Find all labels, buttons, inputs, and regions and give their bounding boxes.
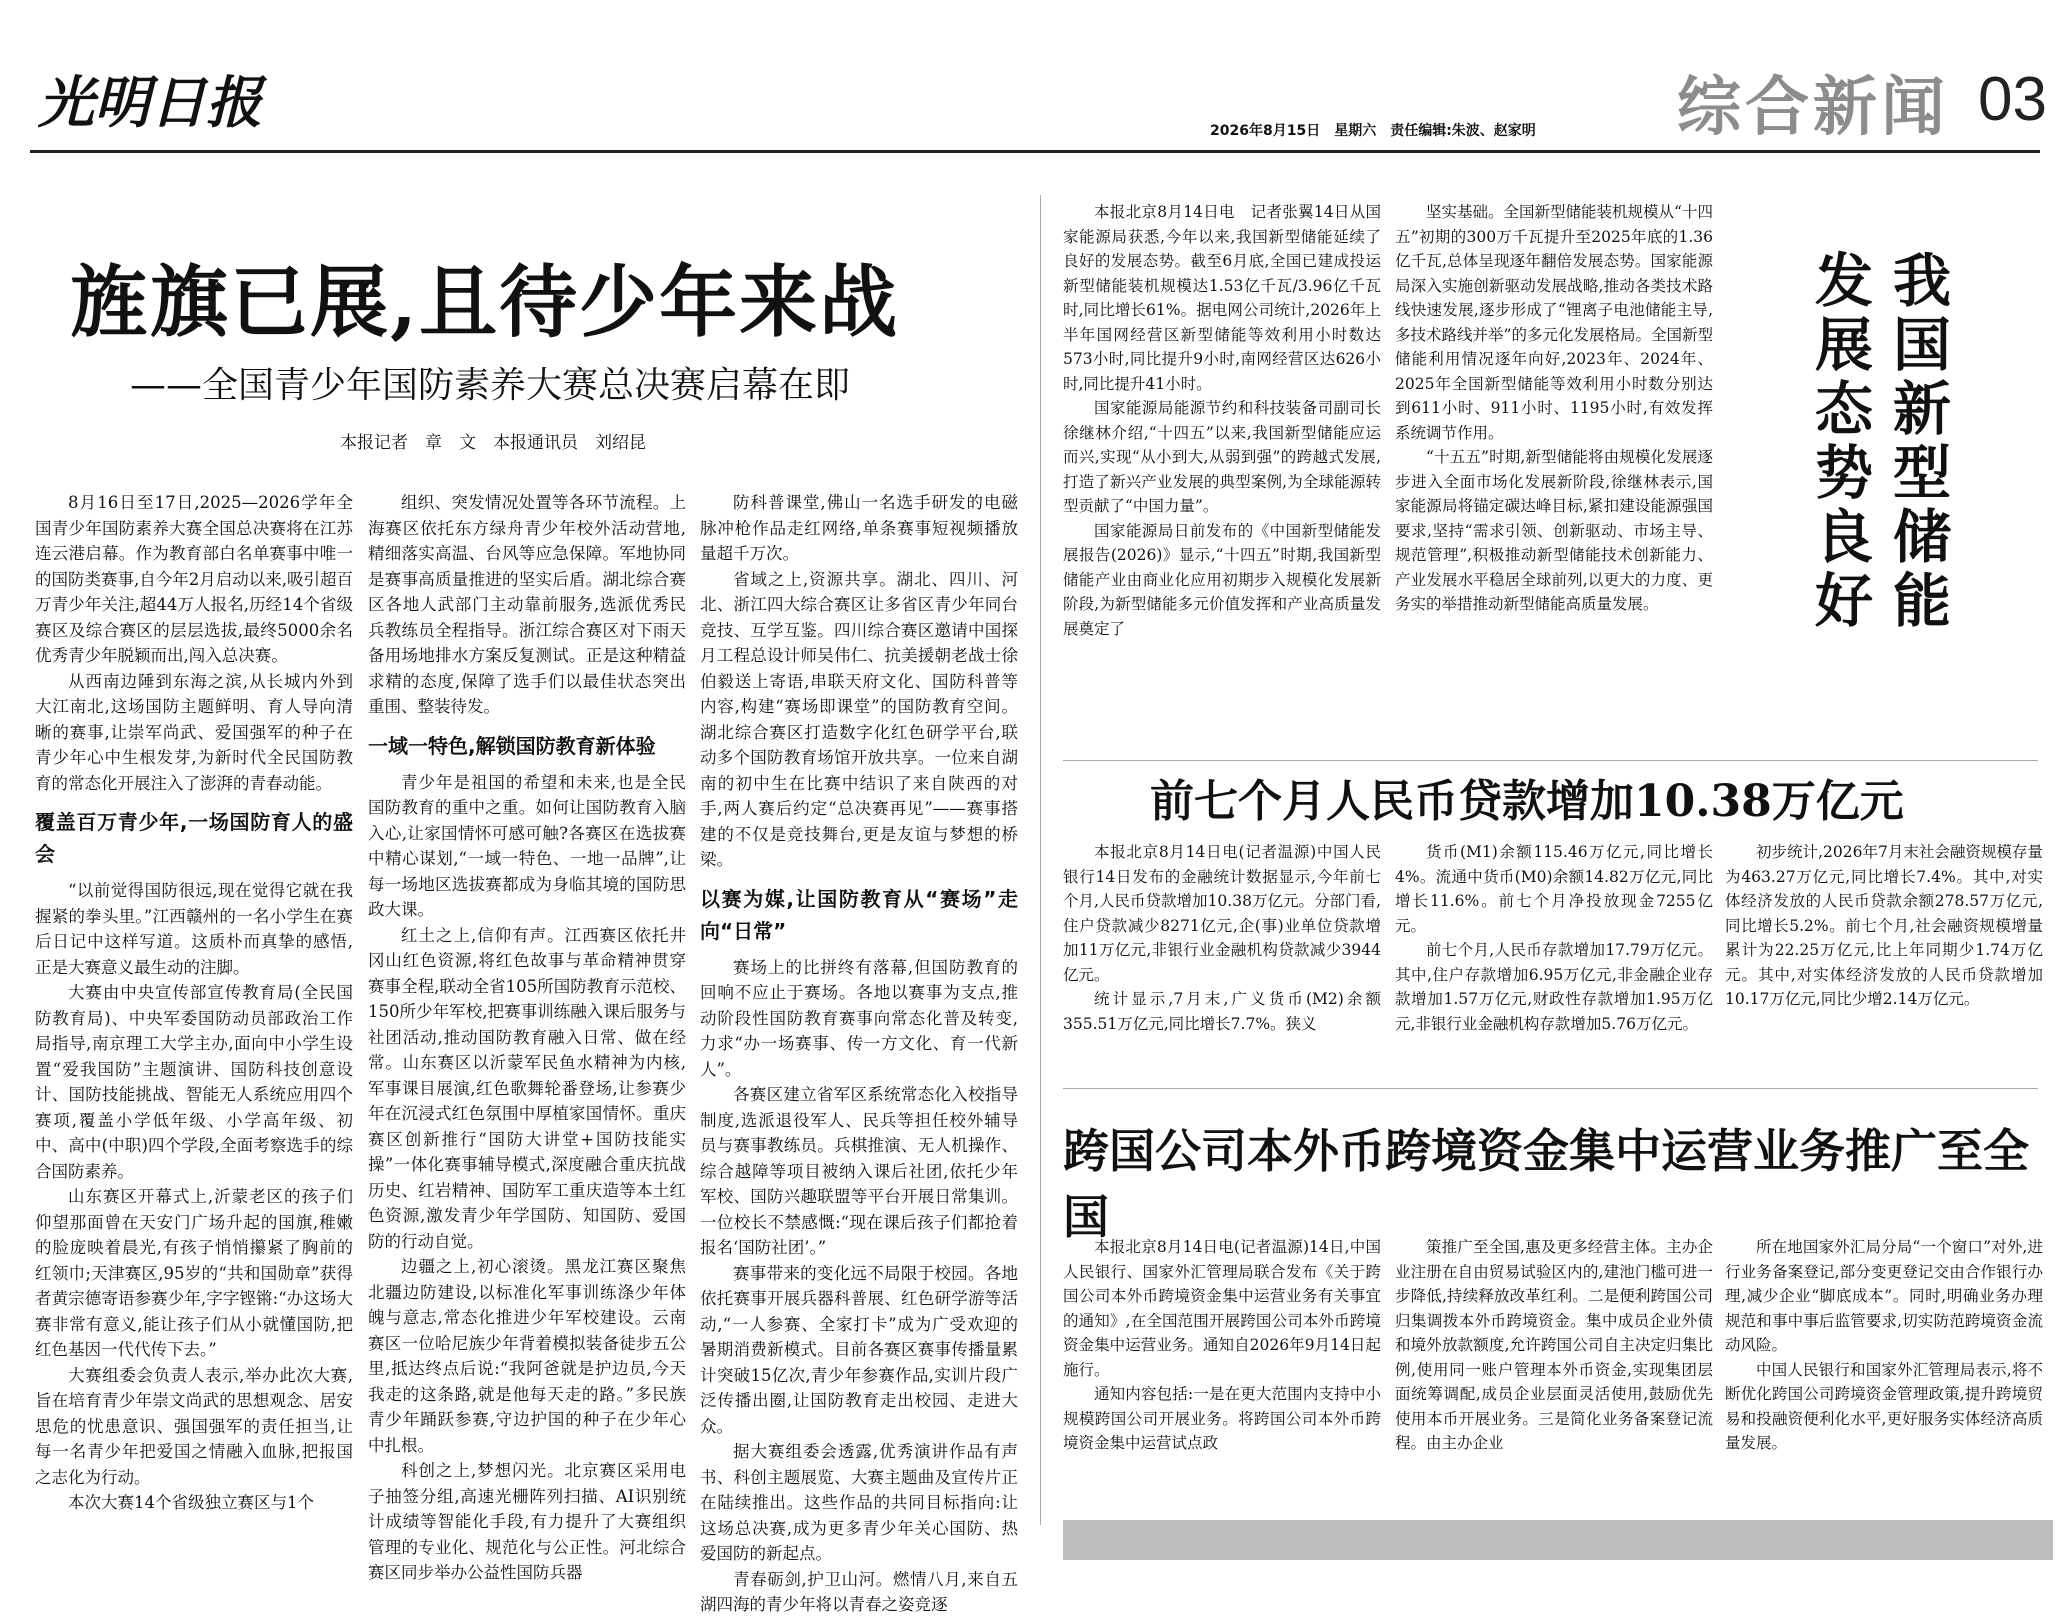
paragraph: 8月16日至17日,2025—2026学年全国青少年国防素养大赛全国总决赛将在江苏连云港启幕。作为教育部白名单赛事中唯一的国防类赛事,自今年2月启动以来,吸引超百万青少年关注,超44万人报名,历经14个省级赛区及综合赛区的层层选拔,最终5000余名优秀青少年脱颖而出,闯入总决赛。 xyxy=(35,493,353,665)
dateline: 2026年8月15日 星期六 责任编辑:朱波、赵家明 xyxy=(1210,123,1536,139)
paragraph: 山东赛区开幕式上,沂蒙老区的孩子们仰望那面曾在天安门广场升起的国旗,稚嫩的脸庞映着晨光,有孩子悄悄攥紧了胸前的红领巾;天津赛区,95岁的“共和国勋章”获得者黄宗德寄语参赛少年,字字铿锵:“办这场大赛非常有意义,能让孩子们从小就懂国防,把红色基因一代代传下去。” xyxy=(35,1187,353,1359)
paragraph: 青春砺剑,护卫山河。燃情八月,来自五湖四海的青少年将以青春之姿竞逐 xyxy=(700,1569,1018,1614)
paragraph: 本报北京8月14日电 记者张翼14日从国家能源局获悉,今年以来,我国新型储能延续了良好的发展态势。截至6月底,全国已建成投运新型储能装机规模达1.53亿千瓦/3.96亿千瓦时,同比增长61%。据电网公司统计,2026年上半年国网经营区新型储能等效利用小时数达573小时,同比提升9小时,南网经营区达626小时,同比提升41小时。 xyxy=(1063,203,1381,393)
masthead-text: 光明日报 xyxy=(38,70,262,136)
paragraph: 红土之上,信仰有声。江西赛区依托井冈山红色资源,将红色故事与革命精神贯穿赛事全程,联动全省105所国防教育示范校、150所少年军校,把赛事训练融入课后服务与社团活动,推动国防教育融入日常、做在经常。山东赛区以沂蒙军民鱼水精神为内核,军事课目展演,红色歌舞轮番登场,让参赛少年在沉浸式红色氛围中厚植家国情怀。重庆赛区创新推行“国防大讲堂+国防技能实操”一体化赛事辅导模式,深度融合重庆抗战历史、红岩精神、国防军工重庆造等本土红色资源,激发青少年学国防、知国防、爱国防的行动自觉。 xyxy=(368,925,686,1251)
lead-column-1 xyxy=(35,490,353,1516)
fx-column-2 xyxy=(1395,1235,1713,1456)
column-divider xyxy=(1040,195,1041,1525)
section-heading: 一域一特色,解锁国防教育新体验 xyxy=(368,733,656,758)
loan-headline: 前七个月人民币贷款增加10.38万亿元 xyxy=(1150,776,1904,827)
paragraph: 从西南边陲到东海之滨,从长城内外到大江南北,这场国防主题鲜明、育人导向清晰的赛事,让崇军尚武、爱国强军的种子在青少年心中生根发芽,为新时代全民国防教育的常态化开展注入了澎湃的青春动能。 xyxy=(35,671,353,793)
story-divider xyxy=(1063,1088,2038,1089)
paragraph: 青少年是祖国的希望和未来,也是全民国防教育的重中之重。如何让国防教育入脑入心,让家国情怀可感可触?各赛区在选拔赛中精心谋划,“一域一特色、一地一品牌”,让每一场地区选拔赛都成为身临其境的国防思政大课。 xyxy=(368,772,686,919)
storage-column-1 xyxy=(1063,200,1381,641)
fx-headline: 跨国公司本外币跨境资金集中运营业务推广至全国 xyxy=(1063,1124,2029,1244)
paragraph: 前七个月,人民币存款增加17.79万亿元。其中,住户存款增加6.95万亿元,非金融企业存款增加1.57万亿元,财政性存款增加1.95万亿元,非银行业金融机构存款增加5.76万亿元。 xyxy=(1395,941,1713,1033)
paragraph: 据大赛组委会透露,优秀演讲作品有声书、科创主题展览、大赛主题曲及宣传片正在陆续推出。这些作品的共同目标指向:让这场总决赛,成为更多青少年关心国防、热爱国防的新起点。 xyxy=(700,1442,1018,1563)
paragraph: 中国人民银行和国家外汇管理局表示,将不断优化跨国公司跨境资金管理政策,提升跨境贸易和投融资便利化水平,更好服务实体经济高质量发展。 xyxy=(1725,1360,2043,1452)
lead-subheadline: ——全国青少年国防素养大赛总决赛启幕在即 xyxy=(130,365,851,406)
fx-column-1 xyxy=(1063,1235,1381,1456)
fx-column-3 xyxy=(1725,1235,2043,1456)
paragraph: 组织、突发情况处置等各环节流程。上海赛区依托东方绿舟青少年校外活动营地,精细落实高温、台风等应急保障。军地协同是赛事高质量推进的坚实后盾。湖北综合赛区各地人武部门主动靠前服务,选派优秀民兵教练员全程指导。浙江综合赛区对下雨天备用场地排水方案反复测试。正是这种精益求精的态度,保障了选手们以最佳状态突出重围、整装待发。 xyxy=(368,493,686,716)
paragraph: 本报北京8月14日电(记者温源)14日,中国人民银行、国家外汇管理局联合发布《关于跨国公司本外币跨境资金集中运营业务有关事宜的通知》,在全国范围开展跨国公司本外币跨境资金集中运营业务。通知自2026年9月14日起施行。 xyxy=(1063,1238,1381,1379)
paragraph: 省域之上,资源共享。湖北、四川、河北、浙江四大综合赛区让多省区青少年同台竞技、互学互鉴。四川综合赛区邀请中国探月工程总设计师吴伟仁、抗美援朝老战士徐伯毅送上寄语,串联天府文化、国防科普等内容,构建“赛场即课堂”的国防教育空间。湖北综合赛区打造数字化红色研学平台,联动多个国防教育场馆开放共享。一位来自湖南的初中生在比赛中结识了来自陕西的对手,两人赛后约定“总决赛再见”——赛事搭建的不仅是竞技舞台,更是友谊与梦想的桥梁。 xyxy=(700,569,1018,869)
section-heading: 以赛为媒,让国防教育从“赛场”走向“日常” xyxy=(700,886,1018,943)
lead-column-2 xyxy=(368,490,686,1586)
paragraph: 赛事带来的变化远不局限于校园。各地依托赛事开展兵器科普展、红色研学游等活动,“一人参赛、全家打卡”成为广受欢迎的暑期消费新模式。目前各赛区赛事传播量累计突破15亿次,青少年参赛作品,实训片段广泛传播出圈,让国防教育走出校园、走进大众。 xyxy=(700,1263,1018,1436)
paragraph: “以前觉得国防很远,现在觉得它就在我握紧的拳头里。”江西赣州的一名小学生在赛后日记中这样写道。这质朴而真挚的感悟,正是大赛意义最生动的注脚。 xyxy=(35,881,353,977)
paragraph: 大赛由中央宣传部宣传教育局(全民国防教育局)、中央军委国防动员部政治工作局指导,南京理工大学主办,面向中小学生设置“爱我国防”主题演讲、国防科技创意设计、国防技能挑战、智能无人系统应用四个赛项,覆盖小学低年级、小学高年级、初中、高中(中职)四个学段,全面考察选手的综合国防素养。 xyxy=(35,983,353,1181)
photo xyxy=(1063,1520,2053,1560)
paragraph: 防科普课堂,佛山一名选手研发的电磁脉冲枪作品走红网络,单条赛事短视频播放量超千万次。 xyxy=(700,493,1018,563)
section-heading: 覆盖百万青少年,一场国防育人的盛会 xyxy=(35,810,353,866)
section-title: 综合新闻 xyxy=(1677,70,1949,145)
paragraph: 所在地国家外汇局分局“一个窗口”对外,进行业务备案登记,部分变更登记交由合作银行办理,减少企业“脚底成本”。同时,明确业务办理规范和事中事后监管要求,切实防范跨境资金流动风险。 xyxy=(1725,1238,2043,1354)
paragraph: 货币(M1)余额115.46万亿元,同比增长4%。流通中货币(M0)余额14.82万亿元,同比增长11.6%。前七个月净投放现金7255亿元。 xyxy=(1395,843,1713,935)
paragraph: “十五五”时期,新型储能将由规模化发展逐步进入全面市场化发展新阶段,徐继林表示,国家能源局将锚定碳达峰目标,紧扣建设能源强国要求,坚持“需求引领、创新驱动、市场主导、规范管理”,积极推动新型储能技术创新能力、产业发展水平稳居全球前列,以更大的力度、更务实的举措推动新型储能高质量发展。 xyxy=(1395,448,1713,613)
loan-column-1 xyxy=(1063,840,1381,1036)
paragraph: 赛场上的比拼终有落幕,但国防教育的回响不应止于赛场。各地以赛事为支点,推动阶段性国防教育赛事向常态化普及转变,力求“办一场赛事、传一方文化、育一代新人”。 xyxy=(700,957,1018,1079)
paragraph: 各赛区建立省军区系统常态化入校指导制度,选派退役军人、民兵等担任校外辅导员与赛事教练员。兵棋推演、无人机操作、综合越障等项目被纳入课后社团,依托少年军校、国防兴趣联盟等平台开展日常集训。一位校长不禁感慨:“现在课后孩子们都抢着报名‘国防社团’。” xyxy=(700,1085,1018,1257)
paragraph: 本报北京8月14日电(记者温源)中国人民银行14日发布的金融统计数据显示,今年前七个月,人民币贷款增加10.38万亿元。分部门看,住户贷款减少8271亿元,企(事)业单位贷款增加11万亿元,非银行业金融机构贷款减少3944亿元。 xyxy=(1063,843,1381,984)
paragraph: 统计显示,7月末,广义货币(M2)余额355.51万亿元,同比增长7.7%。狭义 xyxy=(1063,990,1381,1033)
paragraph: 本次大赛14个省级独立赛区与1个 xyxy=(68,1493,314,1512)
header-rule xyxy=(30,150,2040,153)
paragraph: 通知内容包括:一是在更大范围内支持中小规模跨国公司开展业务。将跨国公司本外币跨境资金集中运营试点政 xyxy=(1063,1385,1381,1452)
page-number: 03 xyxy=(1978,65,2047,134)
story-divider xyxy=(1063,760,2038,761)
paragraph: 策推广至全国,惠及更多经营主体。主办企业注册在自由贸易试验区内的,建池门槛可进一步降低,持续释放改革红利。二是便利跨国公司归集调拨本外币跨境资金。集中成员企业外债和境外放款额度,允许跨国公司自主决定归集比例,使用同一账户管理本外币资金,实现集团层面统筹调配,成员企业层面灵活使用,鼓励优先使用本币开展业务。三是简化业务备案登记流程。由主办企业 xyxy=(1395,1238,1713,1452)
lead-byline: 本报记者 章 文 本报通讯员 刘绍昆 xyxy=(340,433,646,453)
loan-column-3 xyxy=(1725,840,2043,1012)
paragraph: 科创之上,梦想闪光。北京赛区采用电子抽签分组,高速光栅阵列扫描、AI识别统计成绩等智能化手段,有力提升了大赛组织管理的专业化、规范化与公正性。河北综合赛区同步举办公益性国防兵器 xyxy=(368,1461,686,1582)
paragraph: 边疆之上,初心滚烫。黑龙江赛区聚焦北疆边防建设,以标准化军事训练涤少年体魄与意志,常态化推进少年军校建设。云南赛区一位哈尼族少年背着模拟装备徒步五公里,抵达终点后说:“我阿爸就是护边员,今天我走的这条路,就是他每天走的路。”多民族青少年踊跃参赛,守边护国的种子在少年心中扎根。 xyxy=(368,1257,686,1455)
paragraph: 国家能源局日前发布的《中国新型储能发展报告(2026)》显示,“十四五”时期,我国新型储能产业由商业化应用初期步入规模化发展新阶段,为新型储能多元价值发挥和产业高质量发展奠定了 xyxy=(1063,521,1381,638)
paragraph: 国家能源局能源节约和科技装备司副司长徐继林介绍,“十四五”以来,我国新型储能应运而兴,实现“从小到大,从弱到强”的跨越式发展,打造了新兴产业发展的典型案例,为全球能源转型贡献了“中国力量”。 xyxy=(1063,399,1381,515)
lead-column-3 xyxy=(700,490,1018,1618)
storage-headline: 我国新型储能发展态势良好 xyxy=(1805,250,1951,634)
loan-column-2 xyxy=(1395,840,1713,1036)
masthead-logo xyxy=(38,60,268,140)
paragraph: 初步统计,2026年7月末社会融资规模存量为463.27万亿元,同比增长7.4%。其中,对实体经济发放的人民币贷款余额278.57万亿元,同比增长5.2%。前七个月,社会融资规模增量累计为22.25万亿元,比上年同期少1.74万亿元。其中,对实体经济发放的人民币贷款增加10.17万亿元,同比少增2.14万亿元。 xyxy=(1725,843,2043,1008)
paragraph: 坚实基础。全国新型储能装机规模从“十四五”初期的300万千瓦提升至2025年底的1.36亿千瓦,总体呈现逐年翻倍发展态势。国家能源局深入实施创新驱动发展战略,推动各类技术路线快速发展,逐步形成了“锂离子电池储能主导,多技术路线并举”的多元化发展格局。全国新型储能利用情况逐年向好,2023年、2024年、2025年全国新型储能等效利用小时数分别达到611小时、911小时、1195小时,有效发挥系统调节作用。 xyxy=(1395,203,1713,442)
storage-column-2 xyxy=(1395,200,1713,617)
lead-headline: 旌旗已展,且待少年来战 xyxy=(70,257,900,348)
paragraph: 大赛组委会负责人表示,举办此次大赛,旨在培育青少年崇文尚武的思想观念、居安思危的忧患意识、强国强军的责任担当,让每一名青少年把爱国之情融入血脉,把报国之志化为行动。 xyxy=(35,1365,353,1487)
